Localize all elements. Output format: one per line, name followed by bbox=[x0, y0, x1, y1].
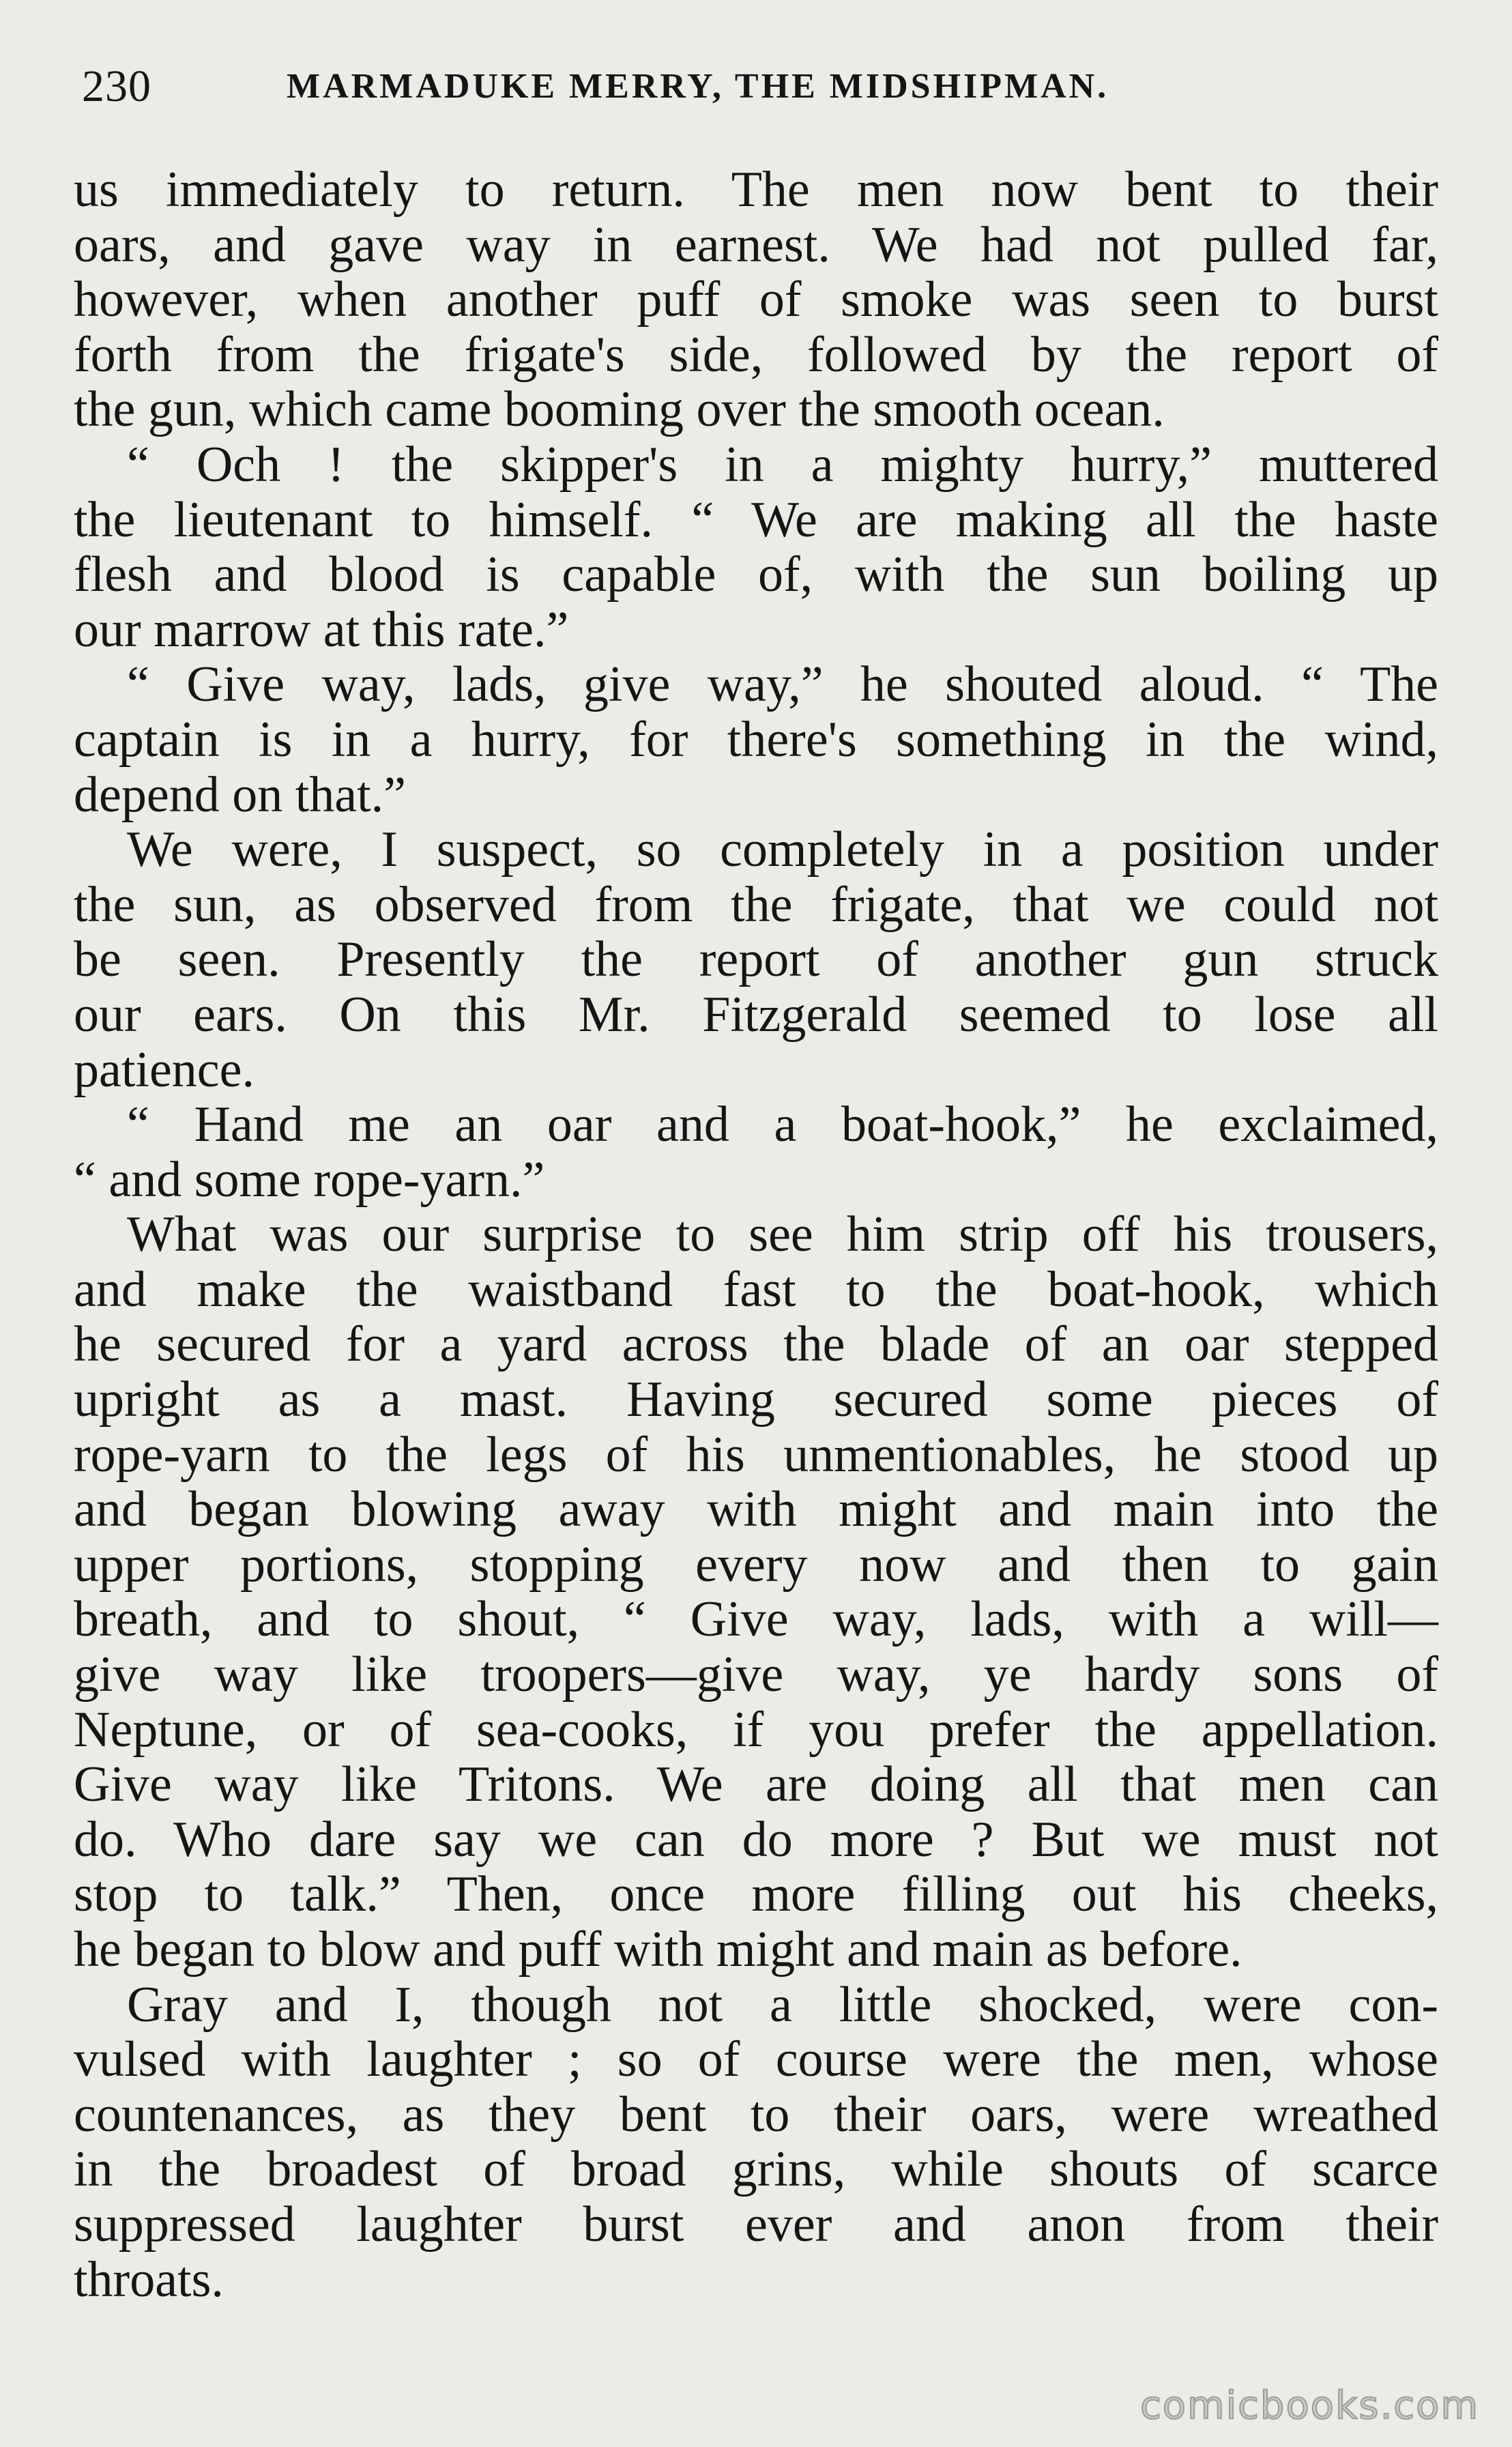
text-line: upper portions, stopping every now and then to gain bbox=[74, 1536, 1438, 1593]
text-line: our ears. On this Mr. Fitzgerald seemed to lose all bbox=[74, 986, 1438, 1043]
text-line: “ Och ! the skipper's in a mighty hurry,” muttered bbox=[127, 436, 1438, 493]
text-line: captain is in a hurry, for there's something in the wind, bbox=[74, 711, 1438, 768]
text-line: suppressed laughter burst ever and anon from their bbox=[74, 2196, 1438, 2253]
text-line: breath, and to shout, “ Give way, lads, with a will— bbox=[74, 1591, 1438, 1648]
text-line: vulsed with laughter ; so of course were the men, whose bbox=[74, 2031, 1438, 2088]
text-line: What was our surprise to see him strip off his trousers, bbox=[127, 1206, 1438, 1263]
text-line: the gun, which came booming over the smooth ocean. bbox=[74, 381, 1165, 438]
text-line: however, when another puff of smoke was seen to burst bbox=[74, 272, 1438, 328]
text-line: Neptune, or of sea-cooks, if you prefer the appellation. bbox=[74, 1701, 1438, 1758]
running-head bbox=[82, 56, 1440, 117]
text-line: forth from the frigate's side, followed by the report of bbox=[74, 326, 1438, 383]
text-line: and began blowing away with might and main into the bbox=[74, 1481, 1438, 1538]
text-line: give way like troopers—give way, ye hardy sons of bbox=[74, 1647, 1438, 1703]
text-line: he began to blow and puff with might and main as before. bbox=[74, 1922, 1242, 1978]
text-line: upright as a mast. Having secured some pieces of bbox=[74, 1372, 1438, 1428]
text-line: “ Give way, lads, give way,” he shouted aloud. “ The bbox=[127, 656, 1438, 713]
text-line: Gray and I, though not a little shocked, were con- bbox=[127, 1976, 1438, 2033]
text-line: oars, and gave way in earnest. We had not pulled far, bbox=[74, 216, 1438, 273]
text-line: our marrow at this rate.” bbox=[74, 601, 569, 658]
text-line: rope-yarn to the legs of his unmentionables, he stood up bbox=[74, 1426, 1438, 1483]
text-line: flesh and blood is capable of, with the sun boiling up bbox=[74, 547, 1438, 603]
text-line: the lieutenant to himself. “ We are making all the haste bbox=[74, 491, 1438, 548]
text-line: be seen. Presently the report of another gun struck bbox=[74, 931, 1438, 988]
text-line: stop to talk.” Then, once more filling out his cheeks, bbox=[74, 1866, 1438, 1923]
text-line: “ Hand me an oar and a boat-hook,” he exclaimed, bbox=[127, 1097, 1438, 1153]
text-line: “ and some rope-yarn.” bbox=[74, 1151, 545, 1208]
book-title: MARMADUKE MERRY, THE MIDSHIPMAN. bbox=[287, 67, 1109, 106]
text-line: us immediately to return. The men now bent to their bbox=[74, 162, 1438, 218]
text-line: do. Who dare say we can do more ? But we must not bbox=[74, 1811, 1438, 1868]
page-number: 230 bbox=[82, 61, 151, 111]
text-line: and make the waistband fast to the boat-hook, which bbox=[74, 1261, 1438, 1318]
text-line: depend on that.” bbox=[74, 766, 406, 823]
text-line: the sun, as observed from the frigate, that we could not bbox=[74, 876, 1438, 933]
text-line: throats. bbox=[74, 2251, 224, 2308]
text-line: Give way like Tritons. We are doing all that men can bbox=[74, 1756, 1438, 1813]
text-line: patience. bbox=[74, 1041, 255, 1098]
text-line: We were, I suspect, so completely in a position under bbox=[127, 822, 1438, 878]
watermark: comicbooks.com bbox=[1139, 2384, 1479, 2428]
text-line: he secured for a yard across the blade of an oar stepped bbox=[74, 1316, 1438, 1373]
body-text bbox=[74, 162, 1438, 2307]
text-line: in the broadest of broad grins, while shouts of scarce bbox=[74, 2141, 1438, 2198]
text-line: countenances, as they bent to their oars, were wreathed bbox=[74, 2086, 1438, 2143]
